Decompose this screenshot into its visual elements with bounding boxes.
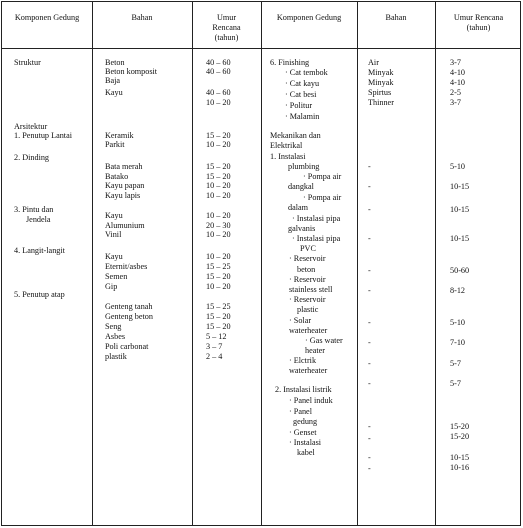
komponen-cell: waterheater bbox=[289, 326, 328, 335]
komponen-cell: Elektrikal bbox=[270, 141, 303, 150]
umur-cell: 15 – 25 bbox=[206, 262, 231, 271]
umur-cell: 10-15 bbox=[450, 182, 470, 191]
header-umur-right-2: (tahun) bbox=[466, 23, 491, 32]
bahan-cell: Eternit/asbes bbox=[105, 262, 148, 271]
komponen-cell: PVC bbox=[300, 244, 316, 253]
bahan-cell: - bbox=[368, 234, 371, 243]
bahan-cell: Spirtus bbox=[368, 88, 392, 97]
komponen-cell: plumbing bbox=[288, 162, 320, 171]
komponen-cell: · Instalasi pipa bbox=[292, 214, 341, 223]
komponen-cell: · Panel bbox=[289, 407, 312, 416]
komponen-cell: · Malamin bbox=[285, 112, 320, 121]
bahan-cell: - bbox=[368, 162, 371, 171]
bahan-cell: - bbox=[368, 379, 371, 388]
komponen-cell: Arsitektur bbox=[14, 122, 48, 131]
umur-cell: 15 – 20 bbox=[206, 162, 231, 171]
bahan-cell: - bbox=[368, 422, 371, 431]
umur-cell: 40 – 60 bbox=[206, 67, 231, 76]
header-komponen-left: Komponen Gedung bbox=[14, 13, 80, 22]
header-bahan-right: Bahan bbox=[385, 13, 407, 22]
umur-cell: 40 – 60 bbox=[206, 58, 231, 67]
materials-table bbox=[1, 1, 521, 526]
header-bahan-left: Bahan bbox=[131, 13, 153, 22]
umur-cell: 7-10 bbox=[450, 338, 466, 347]
bahan-cell: - bbox=[368, 359, 371, 368]
bahan-cell: Kayu lapis bbox=[105, 191, 141, 200]
komponen-cell: · Pompa air bbox=[303, 193, 342, 202]
bahan-cell: Kayu papan bbox=[105, 181, 145, 190]
komponen-cell: plastic bbox=[297, 305, 319, 314]
bahan-cell: Asbes bbox=[105, 332, 126, 341]
column-divider bbox=[92, 2, 93, 525]
komponen-cell: · Solar bbox=[289, 316, 312, 325]
umur-cell: 2 – 4 bbox=[206, 352, 223, 361]
bahan-cell: Poli carbonat bbox=[105, 342, 149, 351]
komponen-cell: · Reservoir bbox=[289, 254, 326, 263]
bahan-cell: - bbox=[368, 464, 371, 473]
bahan-cell: - bbox=[368, 453, 371, 462]
bahan-cell: Kayu bbox=[105, 252, 123, 261]
umur-cell: 15 – 25 bbox=[206, 302, 231, 311]
umur-cell: 2-5 bbox=[450, 88, 461, 97]
bahan-cell: Bata merah bbox=[105, 162, 143, 171]
komponen-cell: dangkal bbox=[288, 182, 314, 191]
komponen-cell: · Cat kayu bbox=[285, 79, 320, 88]
komponen-cell: Struktur bbox=[14, 58, 41, 67]
umur-cell: 15-20 bbox=[450, 422, 470, 431]
bahan-cell: Air bbox=[368, 58, 379, 67]
bahan-cell: Minyak bbox=[368, 68, 394, 77]
umur-cell: 10 – 20 bbox=[206, 282, 231, 291]
umur-cell: 4-10 bbox=[450, 68, 466, 77]
komponen-cell: 1. Penutup Lantai bbox=[14, 131, 72, 140]
komponen-cell: · Pompa air bbox=[303, 172, 342, 181]
komponen-cell: gedung bbox=[293, 417, 318, 426]
header-komponen-right: Komponen Gedung bbox=[276, 13, 342, 22]
umur-cell: 10-16 bbox=[450, 463, 470, 472]
komponen-cell: · Cat besi bbox=[285, 90, 317, 99]
bahan-cell: Alumunium bbox=[105, 221, 145, 230]
bahan-cell: - bbox=[368, 318, 371, 327]
komponen-cell: · Panel induk bbox=[289, 396, 333, 405]
umur-cell: 10 – 20 bbox=[206, 252, 231, 261]
umur-cell: 15 – 20 bbox=[206, 131, 231, 140]
column-divider bbox=[435, 2, 436, 525]
header-umur-left-1: Umur bbox=[216, 13, 237, 22]
bahan-cell: Beton komposit bbox=[105, 67, 158, 76]
bahan-cell: Genteng beton bbox=[105, 312, 153, 321]
umur-cell: 8-12 bbox=[450, 286, 466, 295]
bahan-cell: - bbox=[368, 205, 371, 214]
komponen-cell: · Instalasi pipa bbox=[292, 234, 341, 243]
bahan-cell: - bbox=[368, 182, 371, 191]
column-divider bbox=[192, 2, 193, 525]
umur-cell: 10 – 20 bbox=[206, 191, 231, 200]
komponen-cell: · Gas water bbox=[305, 336, 343, 345]
umur-cell: 3-7 bbox=[450, 98, 461, 107]
komponen-cell: · Politur bbox=[285, 101, 313, 110]
komponen-cell: · Cat tembok bbox=[285, 68, 328, 77]
column-divider bbox=[261, 2, 262, 525]
header-divider bbox=[2, 48, 520, 49]
umur-cell: 10 – 20 bbox=[206, 181, 231, 190]
komponen-cell: · Elctrik bbox=[289, 356, 317, 365]
umur-cell: 10-15 bbox=[450, 453, 470, 462]
bahan-cell: Baja bbox=[105, 76, 121, 85]
bahan-cell: Minyak bbox=[368, 78, 394, 87]
umur-cell: 15-20 bbox=[450, 432, 470, 441]
komponen-cell: · Instalasi bbox=[289, 438, 322, 447]
umur-cell: 5-7 bbox=[450, 379, 461, 388]
umur-cell: 10 – 20 bbox=[206, 230, 231, 239]
bahan-cell: - bbox=[368, 266, 371, 275]
bahan-cell: Parkit bbox=[105, 140, 125, 149]
komponen-cell: 1. Instalasi bbox=[270, 152, 306, 161]
bahan-cell: Gip bbox=[105, 282, 118, 291]
bahan-cell: - bbox=[368, 338, 371, 347]
komponen-cell: 2. Instalasi listrik bbox=[275, 385, 332, 394]
komponen-cell: kabel bbox=[297, 448, 315, 457]
umur-cell: 20 – 30 bbox=[206, 221, 231, 230]
bahan-cell: Beton bbox=[105, 58, 125, 67]
bahan-cell: - bbox=[368, 434, 371, 443]
komponen-cell: Mekanikan dan bbox=[270, 131, 321, 140]
komponen-cell: galvanis bbox=[288, 224, 316, 233]
komponen-cell: 5. Penutup atap bbox=[14, 290, 65, 299]
bahan-cell: - bbox=[368, 286, 371, 295]
umur-cell: 10-15 bbox=[450, 205, 470, 214]
komponen-cell: 6. Finishing bbox=[270, 58, 310, 67]
bahan-cell: Semen bbox=[105, 272, 128, 281]
komponen-cell: 2. Dinding bbox=[14, 153, 50, 162]
umur-cell: 10 – 20 bbox=[206, 211, 231, 220]
umur-cell: 15 – 20 bbox=[206, 322, 231, 331]
header-umur-right-1: Umur Rencana bbox=[453, 13, 504, 22]
umur-cell: 4-10 bbox=[450, 78, 466, 87]
umur-cell: 5-10 bbox=[450, 162, 466, 171]
umur-cell: 5-10 bbox=[450, 318, 466, 327]
komponen-cell: · Reservoir bbox=[289, 295, 326, 304]
umur-cell: 50-60 bbox=[450, 266, 470, 275]
header-umur-left-2: Rencana bbox=[212, 23, 241, 32]
umur-cell: 5-7 bbox=[450, 359, 461, 368]
komponen-cell: · Reservoir bbox=[289, 275, 326, 284]
umur-cell: 10 – 20 bbox=[206, 140, 231, 149]
bahan-cell: Seng bbox=[105, 322, 122, 331]
umur-cell: 10 – 20 bbox=[206, 98, 231, 107]
komponen-cell: · Genset bbox=[289, 428, 317, 437]
komponen-cell: waterheater bbox=[289, 366, 328, 375]
umur-cell: 3 – 7 bbox=[206, 342, 223, 351]
umur-cell: 15 – 20 bbox=[206, 272, 231, 281]
komponen-cell: Jendela bbox=[26, 215, 51, 224]
umur-cell: 15 – 20 bbox=[206, 312, 231, 321]
komponen-cell: stainless stell bbox=[289, 285, 333, 294]
umur-cell: 3-7 bbox=[450, 58, 461, 67]
bahan-cell: Kayu bbox=[105, 211, 123, 220]
umur-cell: 15 – 20 bbox=[206, 172, 231, 181]
bahan-cell: Batako bbox=[105, 172, 129, 181]
umur-cell: 10-15 bbox=[450, 234, 470, 243]
bahan-cell: Kayu bbox=[105, 88, 123, 97]
bahan-cell: Genteng tanah bbox=[105, 302, 153, 311]
bahan-cell: Keramik bbox=[105, 131, 134, 140]
bahan-cell: Vinil bbox=[105, 230, 122, 239]
bahan-cell: plastik bbox=[105, 352, 127, 361]
komponen-cell: dalam bbox=[288, 203, 309, 212]
komponen-cell: 3. Pintu dan bbox=[14, 205, 54, 214]
header-umur-left-3: (tahun) bbox=[214, 33, 239, 42]
umur-cell: 5 – 12 bbox=[206, 332, 227, 341]
komponen-cell: heater bbox=[305, 346, 325, 355]
column-divider bbox=[357, 2, 358, 525]
komponen-cell: 4. Langit-langit bbox=[14, 246, 65, 255]
umur-cell: 40 – 60 bbox=[206, 88, 231, 97]
bahan-cell: Thinner bbox=[368, 98, 394, 107]
komponen-cell: beton bbox=[297, 265, 316, 274]
